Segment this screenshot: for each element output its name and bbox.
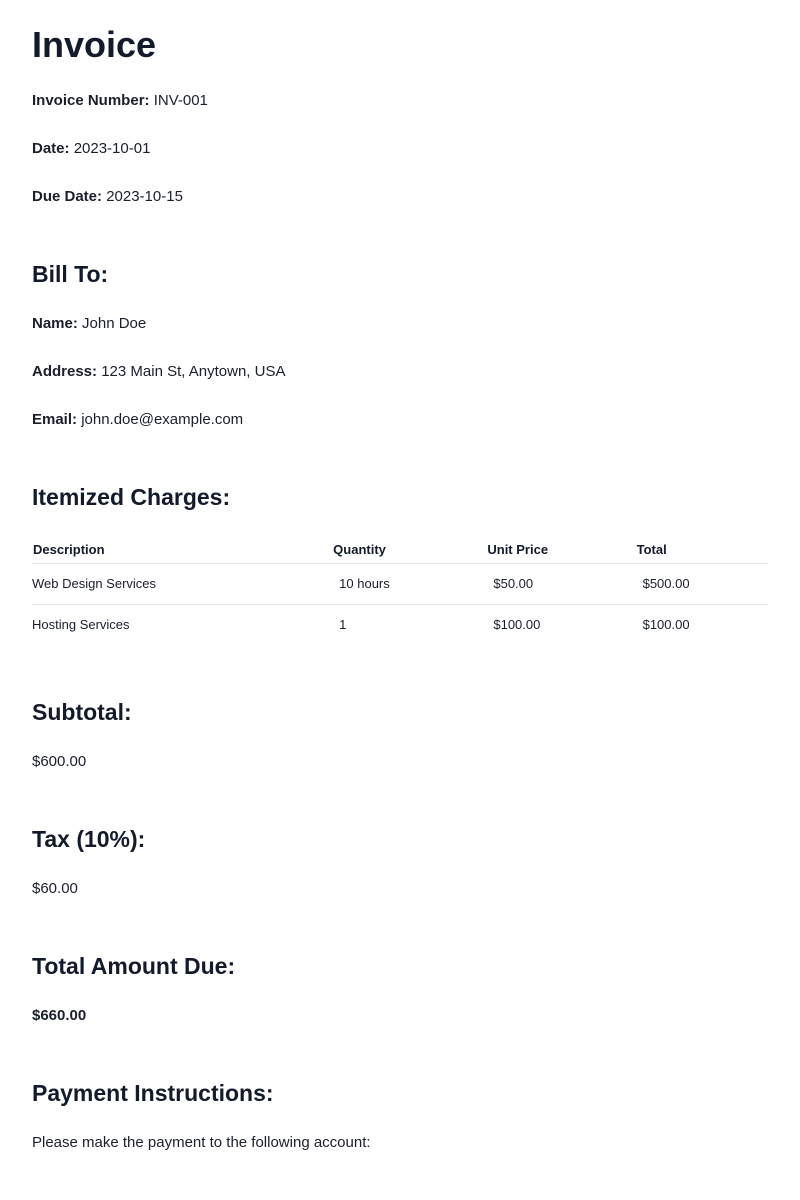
tax-value: $60.00 — [32, 880, 78, 897]
column-header-quantity: Quantity — [332, 541, 486, 564]
bill-to-email-field — [32, 410, 768, 430]
bill-to-email-label: Email: — [32, 411, 78, 428]
subtotal-heading: Subtotal: — [32, 699, 132, 725]
bill-to-name-field — [32, 314, 768, 334]
bill-to-name-value: John Doe — [82, 315, 147, 332]
due-date-field — [32, 187, 768, 207]
total-due-value: $660.00 — [32, 1007, 87, 1024]
cell-unit-price: $50.00 — [486, 564, 635, 605]
due-date-label: Due Date: — [32, 188, 103, 205]
cell-quantity: 1 — [339, 617, 347, 632]
itemized-charges-heading: Itemized Charges: — [32, 484, 231, 510]
cell-description: Web Design Services — [32, 564, 332, 605]
date-field — [32, 139, 768, 159]
cell-total: $100.00 — [642, 617, 690, 632]
bill-to-heading: Bill To: — [32, 261, 109, 287]
invoice-number-value: INV-001 — [153, 92, 208, 109]
tax-heading: Tax (10%): — [32, 826, 146, 852]
table-header-row — [32, 541, 768, 564]
page-title: Invoice — [32, 24, 157, 65]
date-label: Date: — [32, 140, 70, 157]
bill-to-email-value: john.doe@example.com — [81, 411, 244, 428]
cell-unit-price: $100.00 — [493, 617, 541, 632]
payment-instructions-text: Please make the payment to the following account: — [32, 1134, 371, 1151]
date-value: 2023-10-01 — [73, 140, 151, 157]
column-header-total: Total — [636, 541, 768, 564]
table-row — [32, 564, 768, 605]
bill-to-address-value: 123 Main St, Anytown, USA — [101, 363, 286, 380]
cell-total: $500.00 — [636, 564, 768, 605]
total-due-heading: Total Amount Due: — [32, 953, 236, 979]
table-row — [32, 605, 768, 646]
bill-to-name-label: Name: — [32, 315, 78, 332]
column-header-description: Description — [32, 541, 332, 564]
due-date-value: 2023-10-15 — [106, 188, 183, 205]
subtotal-value: $600.00 — [32, 753, 87, 770]
invoice-number-field — [32, 91, 768, 111]
cell-quantity: 10 hours — [332, 564, 486, 605]
bill-to-address-field — [32, 362, 768, 382]
bill-to-address-label: Address: — [32, 363, 98, 380]
payment-instructions-heading: Payment Instructions: — [32, 1080, 274, 1106]
invoice-number-label: Invoice Number: — [32, 92, 150, 109]
column-header-unit-price: Unit Price — [486, 541, 635, 564]
cell-description: Hosting Services — [32, 617, 130, 632]
itemized-charges-table — [32, 541, 768, 645]
